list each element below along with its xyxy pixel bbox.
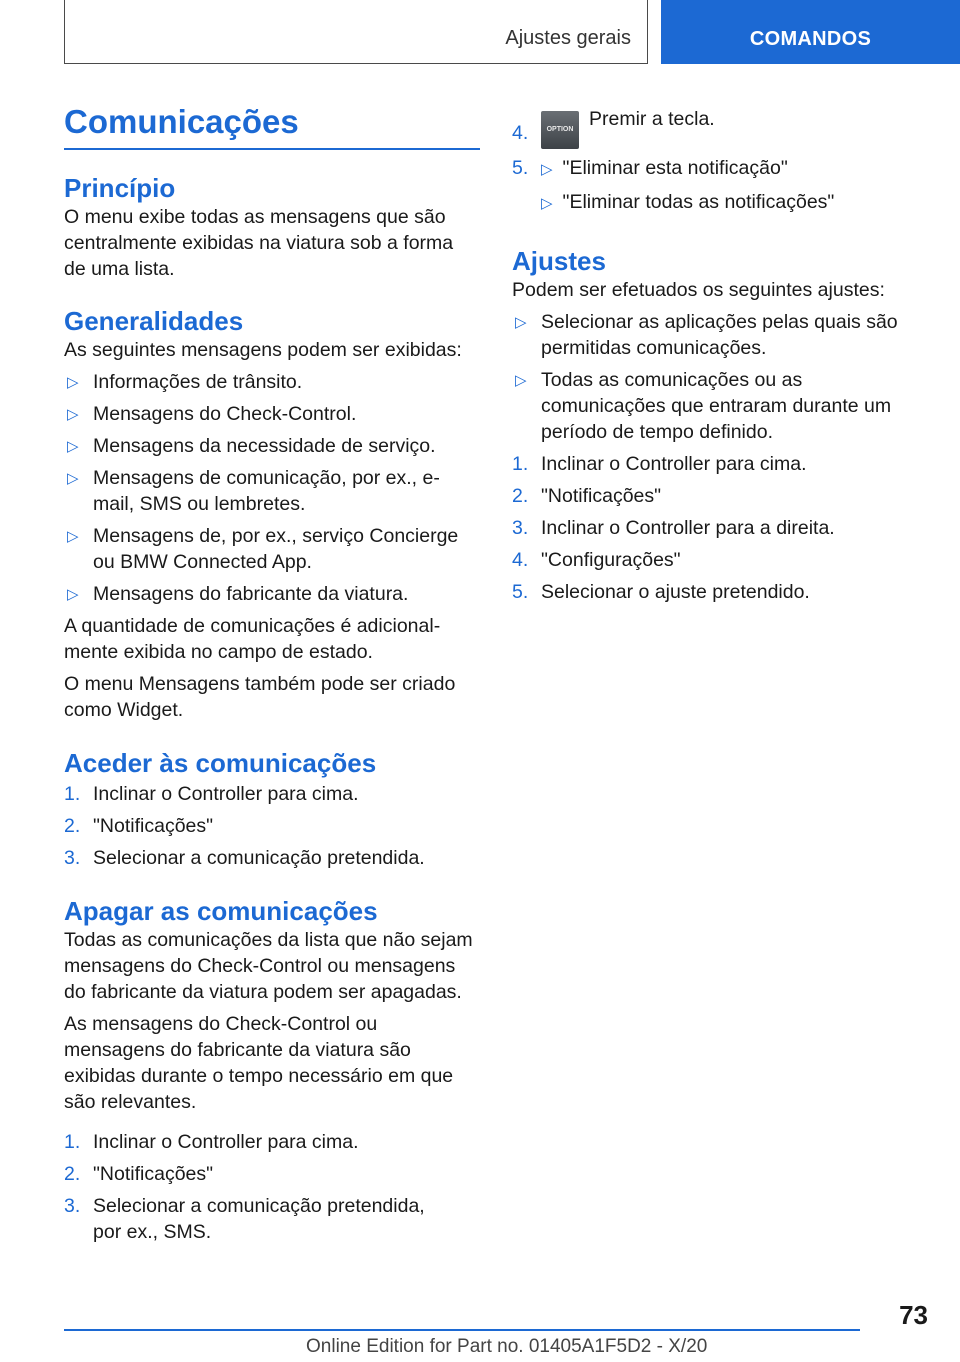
step-item: 5. Selecionar o ajuste pretendido. — [512, 581, 810, 603]
triangle-right-icon: ▷ — [67, 438, 79, 455]
generalidades-para2: O menu Mensagens também pode ser criado como Widget. — [64, 673, 456, 721]
step-item: 3. Selecionar a comunicação pretendida, por ex., SMS. — [64, 1195, 425, 1243]
triangle-right-icon: ▷ — [67, 406, 79, 423]
header-chapter-box — [661, 0, 960, 64]
step-item: 2. "Notificações" — [64, 815, 214, 837]
step-item: 2. "Notificações" — [64, 1163, 214, 1185]
generalidades-intro: As seguintes mensagens podem ser exibidas: — [64, 339, 462, 361]
step-item: 2. "Notificações" — [512, 485, 662, 507]
heading-generalidades: Generalidades — [64, 306, 244, 336]
step-item: 4. "Configurações" — [512, 549, 681, 571]
section-title: Ajustes gerais — [505, 27, 631, 49]
list-item: ▷ Mensagens de, por ex., serviço Concierge ou BMW Connected App. — [67, 525, 459, 573]
principio-text: O menu exibe todas as mensagens que são centralmente exibidas na viatura sob a forma de uma lista. — [64, 206, 454, 280]
step-item: 1. Inclinar o Controller para cima. — [64, 1131, 359, 1153]
triangle-right-icon: ▷ — [67, 374, 79, 391]
page-number: 73 — [899, 1300, 928, 1330]
apagar-para1: Todas as comunicações da lista que não sejam mensagens do Check-Control ou mensagens do fabricante da viatura podem ser apagadas. — [64, 929, 473, 1003]
step-item: 4. OPTION Premir a tecla. — [512, 106, 932, 149]
heading-ajustes: Ajustes — [512, 246, 606, 276]
triangle-right-icon: ▷ — [67, 528, 79, 545]
option-key-icon: OPTION — [541, 111, 579, 149]
triangle-right-icon: ▷ — [515, 314, 527, 331]
step-item: 3. Inclinar o Controller para a direita. — [512, 517, 835, 539]
apagar-para2: As mensagens do Check-Control ou mensagens do fabricante da viatura são exibidas durante o tempo necessário em que são relevantes. — [64, 1013, 454, 1113]
header-section-box — [64, 0, 648, 64]
list-item: ▷ Selecionar as aplicações pelas quais são permitidas comunicações. — [515, 311, 898, 359]
left-column — [64, 102, 480, 1245]
heading-aceder: Aceder às comunicações — [64, 748, 377, 778]
ajustes-intro: Podem ser efetuados os seguintes ajustes: — [512, 279, 885, 301]
chapter-title: COMANDOS — [749, 28, 872, 50]
list-item: ▷ Informações de trânsito. — [64, 369, 480, 395]
generalidades-para1: A quantidade de comunicações é adicionalmente exibida no campo de estado. — [64, 615, 441, 663]
step-item: 1. Inclinar o Controller para cima. — [64, 783, 359, 805]
triangle-right-icon: ▷ — [541, 195, 553, 212]
step-item: 5. ▷ "Eliminar esta notificação" — [512, 157, 788, 179]
triangle-right-icon: ▷ — [515, 372, 527, 389]
list-item: ▷ Mensagens de comunicação, por ex., e-mail, SMS ou lembretes. — [67, 467, 440, 515]
list-item: ▷ Mensagens da necessidade de serviço. — [64, 433, 480, 459]
page-title: Comunicações — [64, 102, 480, 150]
edition-note: Online Edition for Part no. 01405A1F5D2 - X/20 — [306, 1336, 708, 1357]
triangle-right-icon: ▷ — [67, 470, 79, 487]
list-item: ▷ Mensagens do Check-Control. — [64, 401, 480, 427]
step-item: 1. Inclinar o Controller para cima. — [512, 453, 807, 475]
triangle-right-icon: ▷ — [67, 586, 79, 603]
heading-principio: Princípio — [64, 173, 176, 203]
step-item: 3. Selecionar a comunicação pretendida. — [64, 847, 425, 869]
heading-apagar: Apagar as comunicações — [64, 896, 378, 926]
right-column — [512, 102, 932, 605]
triangle-right-icon: ▷ — [541, 161, 553, 178]
list-item: ▷ Todas as comunicações ou as comunicações que entraram durante um período de tempo definido. — [515, 369, 892, 443]
list-item: ▷ Mensagens do fabricante da viatura. — [64, 581, 480, 607]
sub-step-item: ▷ "Eliminar todas as notificações" — [541, 191, 835, 213]
footer-rule — [64, 1329, 860, 1331]
